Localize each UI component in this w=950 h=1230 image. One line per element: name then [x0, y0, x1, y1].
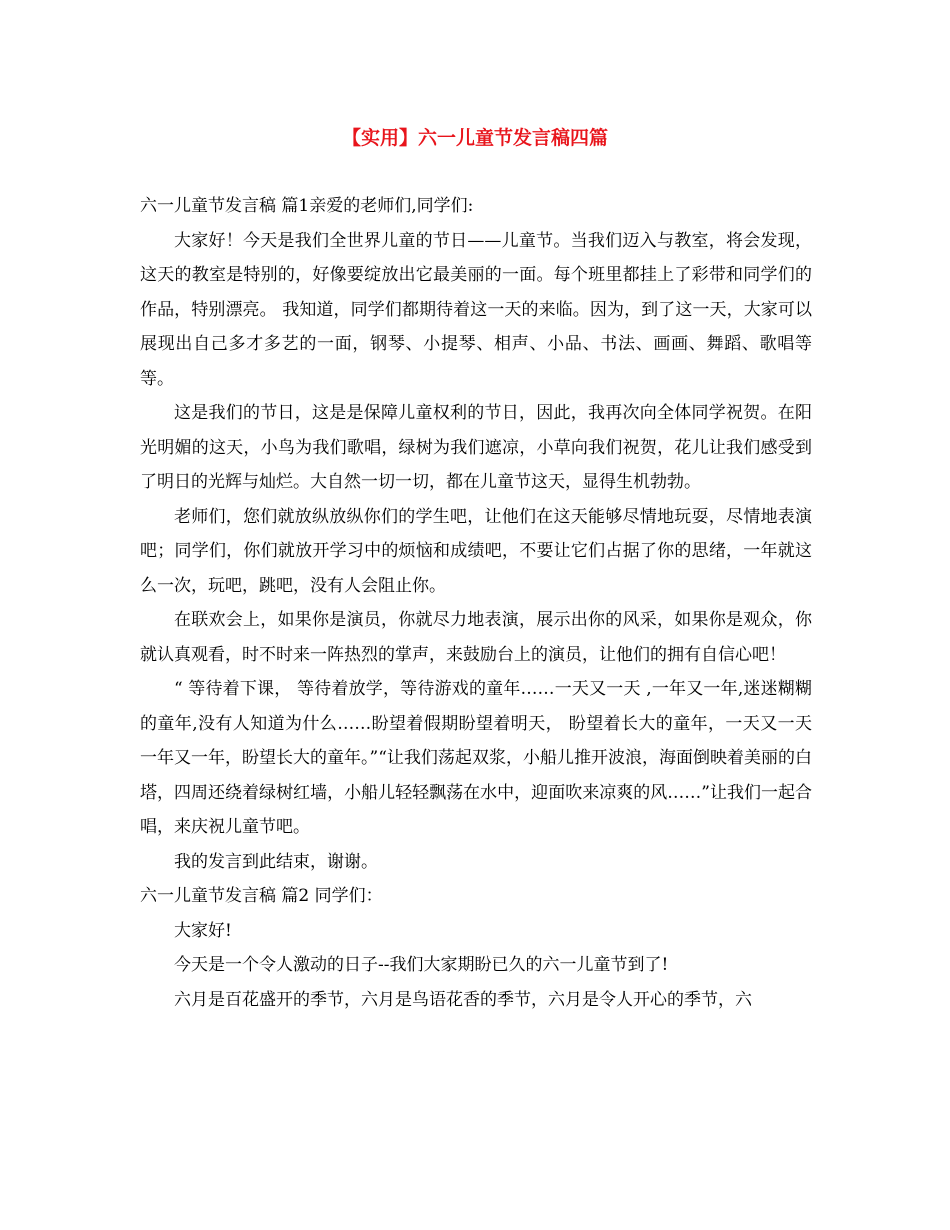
section-heading-2: 六一儿童节发言稿 篇2 同学们： [140, 886, 383, 906]
paragraph-quote: “ 等待着下课， 等待着放学，等待游戏的童年……一天又一天 ,一年又一年,迷迷糊糊的童年,没有人知道为什么……盼望着假期盼望着明天， 盼望着长大的童年，一天又一天 一年又一年，盼望长大的童年。”“让我们荡起双浆，小船儿推开波浪，海面倒映着美丽的白塔，四周还绕着绿树红墙，小船儿轻轻飘荡在水中，迎面吹来凉爽的风……”让我们一起合唱，来庆祝儿童节吧。 [140, 679, 812, 837]
document-body [140, 189, 812, 1017]
document-title: 【实用】六一儿童节发言稿四篇 [341, 127, 608, 149]
paragraph-closing: 我的发言到此结束，谢谢。 [174, 851, 378, 872]
paragraph-greeting: 大家好! [174, 920, 232, 941]
paragraph: 老师们，您们就放纵放纵你们的学生吧，让他们在这天能够尽情地玩耍，尽情地表演吧；同学们，你们就放开学习中的烦恼和成绩吧，不要让它们占据了你的思绪，一年就这么一次，玩吧，跳吧，没有人会阻止你。 [140, 506, 812, 596]
paragraph: 这是我们的节日，这是是保障儿童权利的节日，因此，我再次向全体同学祝贺。在阳光明媚的这天，小鸟为我们歌唱，绿树为我们遮凉，小草向我们祝贺，花儿让我们感受到了明日的光辉与灿烂。大自然一切一切，都在儿童节这天，显得生机勃勃。 [140, 403, 812, 492]
section-heading-1: 六一儿童节发言稿 篇1亲爱的老师们,同学们: [140, 196, 474, 216]
paragraph: 在联欢会上，如果你是演员，你就尽力地表演，展示出你的风采，如果你是观众，你就认真观看，时不时来一阵热烈的掌声，来鼓励台上的演员，让他们的拥有自信心吧！ [140, 610, 812, 665]
paragraph: 今天是一个令人激动的日子--我们大家期盼已久的六一儿童节到了! [174, 955, 669, 975]
paragraph: 大家好！今天是我们全世界儿童的节日——儿童节。当我们迈入与教室，将会发现，这天的教室是特别的，好像要绽放出它最美丽的一面。每个班里都挂上了彩带和同学们的作品，特别漂亮。 我知道，同学们都期待着这一天的来临。因为，到了这一天，大家可以展现出自己多才多艺的一面，钢琴、小提琴、相声、小品、书法、画画、舞蹈、歌唱等等。 [140, 230, 812, 389]
paragraph: 六月是百花盛开的季节，六月是鸟语花香的季节，六月是令人开心的季节，六 [174, 989, 752, 1010]
